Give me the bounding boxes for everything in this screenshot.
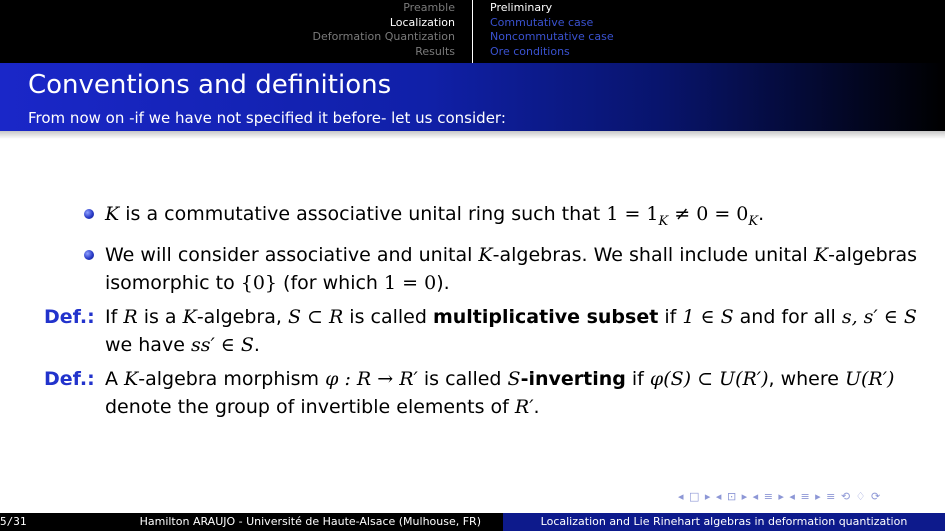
math-k: K <box>105 203 120 225</box>
text: is a commutative associative unital ring such that <box>119 203 607 225</box>
definition-s-inverting <box>44 365 924 421</box>
math-r-prime: R′ <box>514 395 534 418</box>
title-bar-shadow <box>0 131 945 139</box>
defined-term: multiplicative subset <box>432 305 659 328</box>
math-k: K <box>478 243 493 266</box>
math-formula: 1 = 0 <box>384 271 437 294</box>
subsection-commutative-case[interactable]: Commutative case <box>490 15 594 29</box>
math-condition: 1 ∈ S <box>682 305 734 328</box>
header-divider <box>472 0 473 63</box>
bullet-ball-icon <box>84 250 94 260</box>
section-preamble[interactable]: Preamble <box>403 1 455 14</box>
section-deformation-quantization[interactable]: Deformation Quantization <box>312 30 455 43</box>
bullet-ball-icon <box>84 209 94 219</box>
math-zero-set: {0} <box>240 271 277 294</box>
text: denote the group of invertible elements of <box>105 395 515 418</box>
text: -algebras isomorphic to <box>105 243 918 294</box>
math-formula: 1 = 1 <box>606 203 659 225</box>
text: . <box>253 333 260 356</box>
math-k: K <box>124 367 139 390</box>
math-k: K <box>813 243 829 266</box>
text: is called <box>343 305 433 328</box>
subsection-list <box>490 1 614 59</box>
definition-label: Def.: <box>44 367 95 390</box>
math-variables: s, s′ ∈ S <box>841 305 917 328</box>
text: if <box>625 367 650 390</box>
text: is a <box>137 305 183 328</box>
text: and for all <box>733 305 842 328</box>
text: -algebra morphism <box>138 367 326 390</box>
math-r: R <box>123 305 138 328</box>
text: -algebras. We shall include unital <box>492 243 814 266</box>
math-formula: ≠ 0 = 0 <box>668 203 749 225</box>
subsection-preliminary[interactable]: Preliminary <box>490 1 553 14</box>
frame-title: Conventions and definitions <box>28 70 392 100</box>
text: If <box>105 305 124 328</box>
text: ). <box>436 271 450 294</box>
section-localization[interactable]: Localization <box>389 15 455 29</box>
text: , where <box>768 367 845 390</box>
text: A <box>105 367 125 390</box>
text: if <box>658 305 683 328</box>
defined-term: -inverting <box>520 367 626 390</box>
section-results[interactable]: Results <box>415 44 455 58</box>
footer <box>0 513 945 531</box>
section-list <box>0 1 455 59</box>
math-units: U(R′) <box>845 367 895 390</box>
footer-title: Localization and Lie Rinehart algebras in deformation quantization <box>503 513 945 531</box>
text: we have <box>105 333 191 356</box>
subsection-noncommutative-case[interactable]: Noncommutative case <box>490 30 614 43</box>
definition-label: Def.: <box>44 305 95 328</box>
header-navigation-bar <box>0 0 945 63</box>
text: . <box>758 203 765 225</box>
text: (for which <box>277 271 385 294</box>
slide-content <box>44 200 924 426</box>
footer-author: Hamilton ARAUJO - Université de Haute-Alsace (Mulhouse, FR) <box>28 513 503 531</box>
math-subset: S ⊂ R <box>287 305 344 328</box>
math-k: K <box>182 305 197 328</box>
math-condition: φ(S) ⊂ U(R′) <box>649 367 769 390</box>
math-subscript: K <box>658 213 669 229</box>
frame-subtitle: From now on -if we have not specified it before- let us consider: <box>28 109 506 127</box>
page-number: 5/31 <box>0 513 28 531</box>
text: . <box>533 395 540 418</box>
bullet-item-ring <box>44 200 924 236</box>
math-morphism: φ : R → R′ <box>325 367 418 390</box>
beamer-navigation-icons[interactable]: ◂ □ ▸ ◂ ⊡ ▸ ◂ ≡ ▸ ◂ ≡ ▸ ≡ ⟲ ♢ ⟳ <box>678 490 882 503</box>
text: is called <box>417 367 508 390</box>
math-product: ss′ ∈ S <box>190 333 254 356</box>
text: -algebra, <box>196 305 288 328</box>
subsection-ore-conditions[interactable]: Ore conditions <box>490 44 570 58</box>
math-subscript: K <box>748 213 759 229</box>
math-s: S <box>507 367 521 390</box>
text: We will consider associative and unital <box>105 243 479 266</box>
bullet-item-algebras <box>44 241 924 297</box>
definition-multiplicative-subset <box>44 303 924 359</box>
